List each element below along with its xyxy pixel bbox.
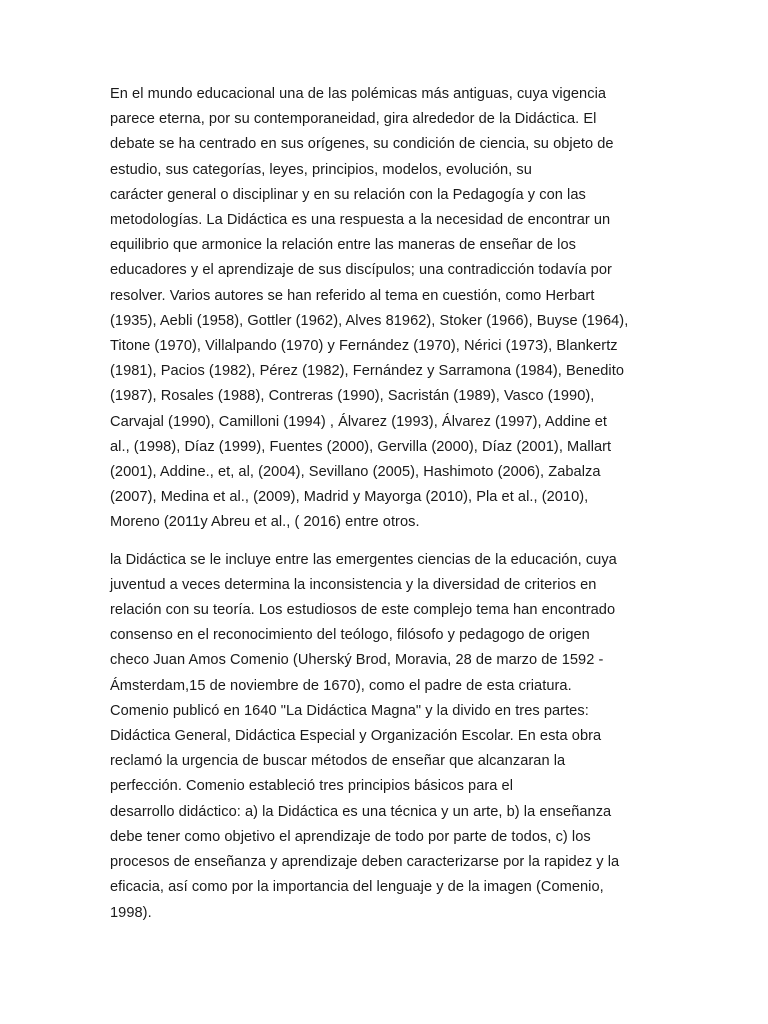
paragraph-line: eficacia, así como por la importancia del lenguaje y de la imagen (Comenio, — [110, 879, 604, 896]
paragraph-line: parece eterna, por su contemporaneidad, gira alrededor de la Didáctica. El — [110, 111, 597, 128]
paragraph-line: debate se ha centrado en sus orígenes, su condición de ciencia, su objeto de — [110, 136, 614, 153]
paragraph-line: (1981), Pacios (1982), Pérez (1982), Fernández y Sarramona (1984), Benedito — [110, 363, 624, 380]
paragraph-line: checo Juan Amos Comenio (Uherský Brod, Moravia, 28 de marzo de 1592 - — [110, 652, 604, 669]
paragraph-line: Moreno (2011y Abreu et al., ( 2016) entre otros. — [110, 514, 420, 531]
paragraph-line: desarrollo didáctico: a) la Didáctica es una técnica y un arte, b) la enseñanza — [110, 803, 612, 820]
paragraph-2 — [110, 548, 666, 926]
paragraph-line: la Didáctica se le incluye entre las emergentes ciencias de la educación, cuya — [110, 551, 617, 568]
paragraph-line: procesos de enseñanza y aprendizaje deben caracterizarse por la rapidez y la — [110, 854, 620, 871]
paragraph-line: (1935), Aebli (1958), Gottler (1962), Alves 81962), Stoker (1966), Buyse (1964), — [110, 312, 629, 329]
paragraph-line: Didáctica General, Didáctica Especial y Organización Escolar. En esta obra — [110, 728, 602, 745]
paragraph-line: (1987), Rosales (1988), Contreras (1990), Sacristán (1989), Vasco (1990), — [110, 388, 595, 405]
paragraph-line: resolver. Varios autores se han referido al tema en cuestión, como Herbart — [110, 287, 595, 304]
paragraph-line: al., (1998), Díaz (1999), Fuentes (2000), Gervilla (2000), Díaz (2001), Mallart — [110, 438, 612, 455]
paragraph-line: 1998). — [110, 904, 152, 921]
paragraph-line: metodologías. La Didáctica es una respuesta a la necesidad de encontrar un — [110, 212, 611, 229]
paragraph-line: perfección. Comenio estableció tres principios básicos para el — [110, 778, 514, 795]
paragraph-line: (2007), Medina et al., (2009), Madrid y Mayorga (2010), Pla et al., (2010), — [110, 489, 589, 506]
paragraph-line: Ámsterdam,15 de noviembre de 1670), como el padre de esta criatura. — [110, 677, 572, 694]
paragraph-line: consenso en el reconocimiento del teólogo, filósofo y pedagogo de origen — [110, 627, 590, 644]
paragraph-line: relación con su teoría. Los estudiosos de este complejo tema han encontrado — [110, 602, 616, 619]
paragraph-line: reclamó la urgencia de buscar métodos de enseñar que alcanzaran la — [110, 753, 566, 770]
paragraph-line: (2001), Addine., et, al, (2004), Sevillano (2005), Hashimoto (2006), Zabalza — [110, 464, 601, 481]
paragraph-line: educadores y el aprendizaje de sus discípulos; una contradicción todavía por — [110, 262, 612, 279]
paragraph-1 — [110, 82, 666, 536]
paragraph-line: estudio, sus categorías, leyes, principios, modelos, evolución, su — [110, 161, 532, 178]
paragraph-line: juventud a veces determina la inconsistencia y la diversidad de criterios en — [110, 576, 597, 593]
paragraph-line: carácter general o disciplinar y en su relación con la Pedagogía y con las — [110, 186, 586, 203]
paragraph-line: debe tener como objetivo el aprendizaje de todo por parte de todos, c) los — [110, 828, 591, 845]
paragraph-line: equilibrio que armonice la relación entre las maneras de enseñar de los — [110, 237, 576, 254]
document-page — [110, 82, 666, 926]
paragraph-line: Comenio publicó en 1640 "La Didáctica Magna" y la divido en tres partes: — [110, 702, 589, 719]
paragraph-line: En el mundo educacional una de las polémicas más antiguas, cuya vigencia — [110, 86, 607, 102]
paragraph-line: Titone (1970), Villalpando (1970) y Fernández (1970), Nérici (1973), Blankertz — [110, 338, 618, 355]
paragraph-line: Carvajal (1990), Camilloni (1994) , Álvarez (1993), Álvarez (1997), Addine et — [110, 413, 608, 430]
